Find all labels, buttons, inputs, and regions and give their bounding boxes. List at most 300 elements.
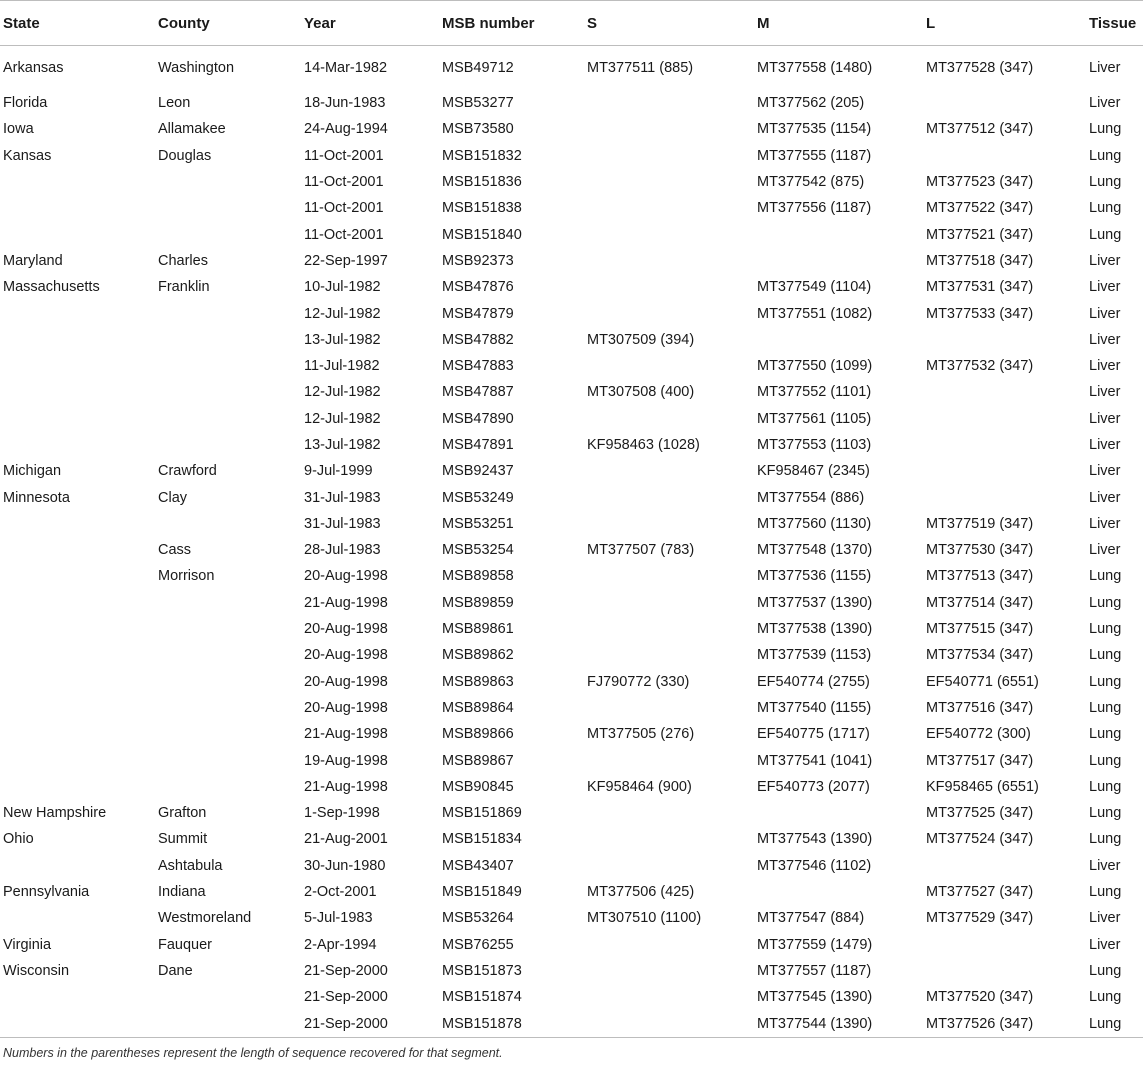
cell-m-segment: EF540775 (1717): [757, 726, 870, 743]
table-row: [0, 116, 1143, 142]
cell-l-segment: [923, 327, 1086, 353]
cell-msb-number: MSB89863: [442, 673, 514, 690]
cell-m-segment: MT377551 (1082): [757, 305, 873, 322]
header-county: County: [155, 1, 301, 46]
cell-l-segment: MT377513 (347): [926, 568, 1034, 585]
cell-l-segment: MT377530 (347): [926, 542, 1034, 559]
cell-tissue: Liver: [1089, 515, 1121, 532]
cell-l-segment: [923, 143, 1086, 169]
cell-msb-number: MSB92437: [442, 463, 514, 480]
header-s: S: [584, 1, 754, 46]
cell-tissue: Liver: [1089, 305, 1121, 322]
cell-county: Charles: [158, 252, 208, 269]
cell-l-segment: [923, 484, 1086, 510]
cell-state: [0, 695, 155, 721]
cell-year: 18-Jun-1983: [304, 95, 386, 112]
cell-county: Crawford: [158, 463, 217, 480]
cell-state: [0, 327, 155, 353]
cell-year: 9-Jul-1999: [304, 463, 373, 480]
cell-tissue: Lung: [1089, 226, 1122, 243]
table-row: [0, 826, 1143, 852]
cell-msb-number: MSB151834: [442, 831, 522, 848]
table-row: [0, 484, 1143, 510]
cell-county: [155, 221, 301, 247]
table-row: [0, 958, 1143, 984]
cell-county: Morrison: [158, 568, 215, 585]
cell-s-segment: [584, 248, 754, 274]
cell-s-segment: [584, 853, 754, 879]
cell-year: 2-Apr-1994: [304, 936, 377, 953]
cell-year: 28-Jul-1983: [304, 542, 381, 559]
cell-state: [0, 669, 155, 695]
cell-msb-number: MSB73580: [442, 121, 514, 138]
cell-m-segment: MT377561 (1105): [757, 410, 872, 427]
cell-l-segment: [923, 932, 1086, 958]
cell-year: 14-Mar-1982: [304, 60, 388, 76]
cell-l-segment: [923, 406, 1086, 432]
cell-county: Douglas: [158, 147, 212, 164]
table-row: [0, 932, 1143, 958]
cell-state: [0, 221, 155, 247]
cell-state: [0, 721, 155, 747]
table-row: [0, 616, 1143, 642]
cell-m-segment: MT377547 (884): [757, 910, 865, 927]
cell-l-segment: MT377515 (347): [926, 621, 1034, 638]
cell-tissue: Lung: [1089, 726, 1122, 743]
cell-tissue: Lung: [1089, 831, 1122, 848]
cell-tissue: Liver: [1089, 279, 1121, 296]
cell-state: Virginia: [3, 936, 52, 953]
cell-msb-number: MSB90845: [442, 778, 514, 795]
cell-county: [155, 327, 301, 353]
table-row: [0, 695, 1143, 721]
cell-county: Franklin: [158, 279, 210, 296]
table-header: [0, 1, 1143, 46]
cell-tissue: Lung: [1089, 594, 1122, 611]
cell-year: 11-Oct-2001: [304, 147, 384, 164]
cell-m-segment: [754, 879, 923, 905]
cell-state: Arkansas: [3, 60, 64, 76]
cell-m-segment: MT377555 (1187): [757, 147, 872, 164]
cell-m-segment: MT377537 (1390): [757, 594, 873, 611]
cell-county: Washington: [158, 60, 235, 76]
table-row: [0, 143, 1143, 169]
cell-m-segment: MT377552 (1101): [757, 384, 872, 401]
cell-year: 22-Sep-1997: [304, 252, 388, 269]
cell-l-segment: MT377517 (347): [926, 752, 1034, 769]
cell-tissue: Lung: [1089, 621, 1122, 638]
cell-s-segment: [584, 90, 754, 116]
cell-l-segment: MT377529 (347): [926, 910, 1034, 927]
cell-msb-number: MSB43407: [442, 857, 514, 874]
cell-tissue: Lung: [1089, 174, 1122, 191]
cell-tissue: Lung: [1089, 568, 1122, 585]
cell-s-segment: [584, 1010, 754, 1037]
table-row: [0, 511, 1143, 537]
cell-county: [155, 353, 301, 379]
cell-msb-number: MSB47887: [442, 384, 514, 401]
cell-county: [155, 590, 301, 616]
cell-m-segment: MT377562 (205): [757, 95, 865, 112]
table-body: [0, 46, 1143, 1038]
cell-year: 19-Aug-1998: [304, 752, 388, 769]
cell-msb-number: MSB47876: [442, 279, 514, 296]
cell-s-segment: MT377506 (425): [587, 884, 695, 901]
cell-s-segment: [584, 169, 754, 195]
table-row: [0, 406, 1143, 432]
cell-s-segment: [584, 642, 754, 668]
cell-county: [155, 379, 301, 405]
cell-county: Indiana: [158, 884, 206, 901]
cell-tissue: Liver: [1089, 542, 1121, 559]
cell-tissue: Liver: [1089, 857, 1121, 874]
cell-county: Leon: [158, 95, 191, 112]
cell-s-segment: [584, 143, 754, 169]
table-row: [0, 537, 1143, 563]
cell-tissue: Liver: [1089, 910, 1121, 927]
cell-l-segment: MT377512 (347): [926, 121, 1034, 138]
cell-l-segment: [923, 379, 1086, 405]
cell-l-segment: MT377533 (347): [926, 305, 1034, 322]
cell-s-segment: [584, 826, 754, 852]
cell-s-segment: [584, 353, 754, 379]
cell-tissue: Lung: [1089, 778, 1122, 795]
cell-county: [155, 642, 301, 668]
cell-year: 20-Aug-1998: [304, 699, 388, 716]
cell-msb-number: MSB47883: [442, 358, 514, 375]
cell-county: [155, 695, 301, 721]
cell-tissue: Lung: [1089, 200, 1122, 217]
header-msb-number: MSB number: [439, 1, 584, 46]
cell-year: 2-Oct-2001: [304, 884, 377, 901]
table-row: [0, 46, 1143, 91]
cell-tissue: Lung: [1086, 1010, 1143, 1037]
cell-m-segment: MT377558 (1480): [757, 60, 873, 76]
cell-s-segment: [584, 458, 754, 484]
cell-s-segment: MT377505 (276): [587, 726, 695, 743]
cell-l-segment: EF540772 (300): [926, 726, 1031, 743]
cell-state: Minnesota: [3, 489, 70, 506]
table-row: [0, 800, 1143, 826]
cell-l-segment: MT377522 (347): [926, 200, 1034, 217]
cell-s-segment: [584, 116, 754, 142]
table-row: [0, 774, 1143, 800]
cell-msb-number: MSB47879: [442, 305, 514, 322]
table-row: [0, 984, 1143, 1010]
cell-m-segment: MT377553 (1103): [757, 437, 872, 453]
cell-m-segment: MT377560 (1130): [757, 515, 872, 532]
cell-s-segment: FJ790772 (330): [587, 673, 690, 690]
cell-msb-number: MSB89866: [442, 726, 514, 743]
cell-m-segment: MT377556 (1187): [757, 200, 872, 217]
cell-year: 21-Sep-2000: [304, 962, 388, 979]
cell-state: Massachusetts: [3, 279, 100, 296]
cell-m-segment: MT377536 (1155): [757, 568, 872, 585]
cell-msb-number: MSB53254: [442, 542, 514, 559]
cell-s-segment: KF958464 (900): [587, 778, 692, 795]
cell-s-segment: [584, 484, 754, 510]
cell-year: 21-Aug-1998: [304, 594, 388, 611]
cell-msb-number: MSB151832: [442, 147, 522, 164]
cell-l-segment: MT377524 (347): [926, 831, 1034, 848]
cell-year: 11-Oct-2001: [304, 200, 384, 217]
table-row: [0, 195, 1143, 221]
cell-tissue: Liver: [1089, 60, 1121, 76]
cell-state: [0, 511, 155, 537]
cell-year: 20-Aug-1998: [304, 621, 388, 638]
table-row: [0, 248, 1143, 274]
cell-msb-number: MSB53251: [442, 515, 514, 532]
cell-county: [155, 669, 301, 695]
cell-state: [0, 537, 155, 563]
cell-m-segment: [754, 248, 923, 274]
cell-tissue: Lung: [1089, 884, 1122, 901]
table-row: [0, 642, 1143, 668]
cell-state: [0, 905, 155, 931]
cell-m-segment: MT377541 (1041): [757, 752, 873, 769]
cell-county: [155, 406, 301, 432]
cell-msb-number: MSB151873: [442, 962, 522, 979]
table-row: [0, 853, 1143, 879]
cell-m-segment: MT377535 (1154): [757, 121, 872, 138]
cell-year: 21-Aug-1998: [304, 726, 388, 743]
cell-state: Florida: [3, 95, 48, 112]
cell-state: [0, 169, 155, 195]
cell-state: [0, 853, 155, 879]
cell-s-segment: [584, 195, 754, 221]
cell-year: 20-Aug-1998: [304, 673, 388, 690]
cell-state: Pennsylvania: [3, 884, 90, 901]
cell-l-segment: MT377523 (347): [926, 174, 1034, 191]
cell-year: 21-Aug-1998: [304, 778, 388, 795]
cell-msb-number: MSB151836: [442, 174, 522, 191]
cell-msb-number: MSB92373: [442, 252, 514, 269]
cell-s-segment: [584, 221, 754, 247]
cell-county: Westmoreland: [158, 910, 252, 927]
cell-m-segment: MT377550 (1099): [757, 358, 873, 375]
cell-s-segment: [584, 563, 754, 589]
cell-tissue: Lung: [1089, 147, 1122, 164]
cell-m-segment: MT377549 (1104): [757, 279, 872, 296]
cell-msb-number: MSB89867: [442, 752, 514, 769]
cell-s-segment: [584, 984, 754, 1010]
cell-year: 21-Aug-2001: [304, 831, 388, 848]
cell-state: [0, 747, 155, 773]
cell-state: [0, 300, 155, 326]
cell-county: [155, 195, 301, 221]
table-row: [0, 458, 1143, 484]
cell-county: Allamakee: [158, 121, 226, 138]
cell-s-segment: MT377511 (885): [587, 60, 694, 76]
cell-msb-number: MSB151874: [442, 989, 522, 1006]
cell-county: [155, 511, 301, 537]
table-row: [0, 90, 1143, 116]
cell-state: [0, 984, 155, 1010]
cell-l-segment: [923, 458, 1086, 484]
cell-s-segment: [584, 511, 754, 537]
cell-m-segment: [754, 221, 923, 247]
cell-l-segment: MT377519 (347): [926, 515, 1034, 532]
cell-state: New Hampshire: [3, 805, 107, 822]
cell-county: Fauquer: [158, 936, 213, 953]
cell-county: Cass: [158, 542, 192, 559]
cell-msb-number: MSB47891: [442, 437, 514, 453]
header-l: L: [923, 1, 1086, 46]
cell-county: [155, 747, 301, 773]
cell-county: [155, 774, 301, 800]
table-row: [0, 1010, 1143, 1037]
cell-msb-number: MSB49712: [442, 60, 514, 76]
cell-year: 31-Jul-1983: [304, 489, 381, 506]
cell-tissue: Liver: [1089, 463, 1121, 480]
cell-s-segment: KF958463 (1028): [587, 437, 700, 453]
cell-l-segment: MT377531 (347): [926, 279, 1034, 296]
table-row: [0, 274, 1143, 300]
cell-msb-number: MSB89858: [442, 568, 514, 585]
table-row: [0, 432, 1143, 458]
cell-county: [155, 721, 301, 747]
cell-msb-number: MSB89861: [442, 621, 514, 638]
cell-year: 24-Aug-1994: [304, 121, 388, 138]
cell-year: 31-Jul-1983: [304, 515, 381, 532]
cell-m-segment: MT377548 (1370): [757, 542, 873, 559]
cell-tissue: Lung: [1089, 647, 1122, 664]
cell-s-segment: [584, 406, 754, 432]
cell-m-segment: [754, 327, 923, 353]
cell-year: 12-Jul-1982: [304, 384, 381, 401]
cell-county: [155, 616, 301, 642]
header-row: [0, 1, 1143, 46]
table-row: [0, 327, 1143, 353]
cell-state: [0, 195, 155, 221]
cell-msb-number: MSB53277: [442, 95, 514, 112]
cell-m-segment: KF958467 (2345): [757, 463, 870, 480]
table-row: [0, 747, 1143, 773]
cell-msb-number: MSB151878: [439, 1010, 584, 1037]
cell-msb-number: MSB53249: [442, 489, 514, 506]
cell-l-segment: MT377518 (347): [926, 252, 1034, 269]
cell-s-segment: [584, 616, 754, 642]
cell-s-segment: MT377507 (783): [587, 542, 695, 559]
cell-year: 21-Sep-2000: [301, 1010, 439, 1037]
cell-msb-number: MSB47890: [442, 410, 514, 427]
cell-tissue: Liver: [1089, 936, 1121, 953]
cell-year: 5-Jul-1983: [304, 910, 373, 927]
table-row: [0, 563, 1143, 589]
cell-state: Maryland: [3, 252, 63, 269]
cell-state: [0, 642, 155, 668]
cell-state: Wisconsin: [3, 962, 70, 979]
cell-tissue: Lung: [1089, 673, 1122, 690]
cell-year: 12-Jul-1982: [304, 410, 381, 427]
cell-m-segment: MT377540 (1155): [757, 699, 872, 716]
header-state: State: [0, 1, 155, 46]
cell-s-segment: [584, 590, 754, 616]
cell-l-segment: MT377525 (347): [926, 805, 1034, 822]
header-m: M: [754, 1, 923, 46]
cell-m-segment: MT377539 (1153): [757, 647, 872, 664]
cell-tissue: Liver: [1089, 95, 1121, 112]
cell-l-segment: MT377527 (347): [926, 884, 1034, 901]
table-row: [0, 379, 1143, 405]
cell-msb-number: MSB76255: [442, 936, 514, 953]
cell-state: Ohio: [3, 831, 34, 848]
cell-tissue: Liver: [1089, 410, 1121, 427]
cell-tissue: Liver: [1089, 331, 1121, 348]
table-row: [0, 590, 1143, 616]
cell-l-segment: MT377514 (347): [926, 594, 1034, 611]
cell-state: Iowa: [3, 121, 34, 138]
cell-s-segment: [584, 932, 754, 958]
cell-m-segment: MT377546 (1102): [757, 857, 872, 874]
cell-state: [0, 379, 155, 405]
cell-m-segment: EF540774 (2755): [757, 673, 870, 690]
cell-l-segment: [923, 853, 1086, 879]
cell-year: 1-Sep-1998: [304, 805, 380, 822]
cell-m-segment: [754, 800, 923, 826]
cell-l-segment: MT377521 (347): [926, 226, 1034, 243]
cell-s-segment: [584, 695, 754, 721]
cell-county: [155, 984, 301, 1010]
cell-msb-number: MSB151838: [442, 200, 522, 217]
cell-state: [0, 563, 155, 589]
cell-l-segment: MT377528 (347): [926, 60, 1034, 76]
cell-msb-number: MSB53264: [442, 910, 514, 927]
cell-county: Summit: [158, 831, 208, 848]
cell-state: Kansas: [3, 147, 52, 164]
table-footnote: Numbers in the parentheses represent the length of sequence recovered for that segment.: [3, 1046, 503, 1060]
cell-tissue: Liver: [1089, 489, 1121, 506]
table-row: [0, 353, 1143, 379]
cell-s-segment: [584, 958, 754, 984]
cell-tissue: Lung: [1089, 989, 1122, 1006]
cell-county: Dane: [158, 962, 193, 979]
cell-l-segment: EF540771 (6551): [926, 673, 1039, 690]
cell-year: 13-Jul-1982: [304, 331, 381, 348]
cell-s-segment: [584, 274, 754, 300]
cell-county: [155, 1010, 301, 1037]
cell-state: [0, 432, 155, 458]
cell-year: 30-Jun-1980: [304, 857, 386, 874]
cell-year: 20-Aug-1998: [304, 568, 388, 585]
cell-tissue: Liver: [1089, 358, 1121, 375]
cell-msb-number: MSB151869: [442, 805, 522, 822]
cell-year: 11-Oct-2001: [304, 226, 384, 243]
cell-s-segment: MT307508 (400): [587, 384, 695, 401]
table-row: [0, 169, 1143, 195]
cell-county: Grafton: [158, 805, 207, 822]
cell-county: [155, 432, 301, 458]
cell-tissue: Lung: [1089, 121, 1122, 138]
table-row: [0, 879, 1143, 905]
cell-s-segment: [584, 300, 754, 326]
cell-m-segment: MT377538 (1390): [757, 621, 873, 638]
table-row: [0, 721, 1143, 747]
cell-msb-number: MSB151849: [442, 884, 522, 901]
cell-state: [0, 1010, 155, 1037]
cell-year: 11-Jul-1982: [304, 358, 380, 375]
cell-tissue: Liver: [1089, 437, 1121, 453]
cell-tissue: Lung: [1089, 962, 1122, 979]
cell-year: 13-Jul-1982: [304, 437, 381, 453]
cell-l-segment: [923, 90, 1086, 116]
cell-tissue: Lung: [1089, 805, 1122, 822]
cell-m-segment: MT377544 (1390): [754, 1010, 923, 1037]
cell-s-segment: [584, 800, 754, 826]
cell-s-segment: MT307510 (1100): [587, 910, 702, 927]
cell-year: 21-Sep-2000: [304, 989, 388, 1006]
cell-msb-number: MSB151840: [442, 226, 522, 243]
